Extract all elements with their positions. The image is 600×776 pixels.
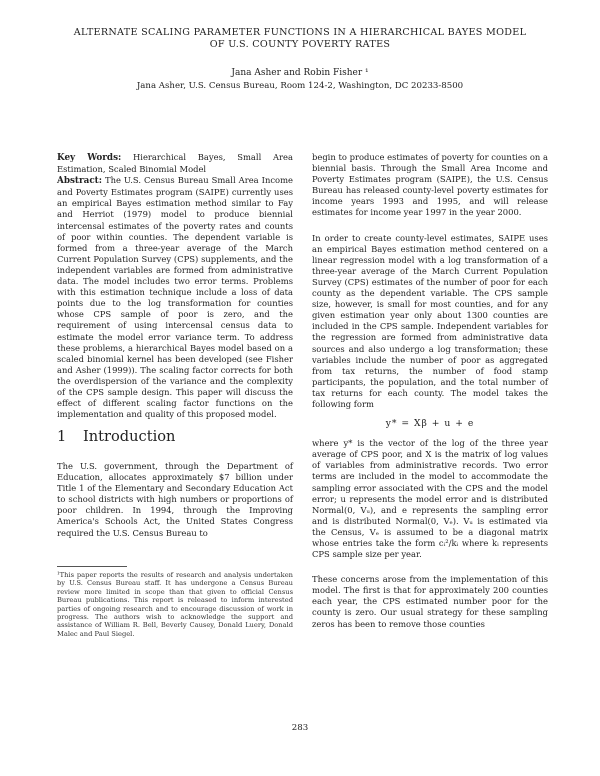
right-para-3: where y* is the vector of the log of the three year average of CPS poor, and X is the matrix of log values of variables from administrative records. Two error terms are included in the model to accommodate the sampling error associated with the CPS and the model error; u represents the model error and is distributed Normal(0, Vᵤ), and e represents the sampling error and is distributed Normal(0, Vₑ). Vᵤ is estimated via the Census, Vₑ is assumed to be a diagonal matrix whose entries take the form cᵢ²/kᵢ where kᵢ represents CPS sample size per year. — [312, 438, 548, 560]
page-number: 283 — [291, 723, 309, 733]
section-number: 1 — [57, 428, 67, 445]
abstract-text: The U.S. Census Bureau Small Area Income and Poverty Estimates program (SAIPE) currently uses an empirical Bayes estimation method similar to Fay and Herriot (1979) model to produce biennial intercensal estimates of the poverty rates and counts of poor within counties. The dependent variable is formed from a three-year average of the March Current Population Survey (CPS) supplements, and the independent variables are formed from administrative data. The model includes two error terms. Problems with this estimation technique include a loss of data points due to the log transformation for counties whose CPS sample of poor is zero, and the requirement of using intercensal census data to estimate the model error variance term. To address these problems, a hierarchical Bayes model based on a scaled binomial kernel has been developed (see Fisher and Asher (1999)). The scaling factor corrects for both the overdispersion of the variance and the complexity of the CPS sample design. This paper will discuss the effect of different scaling factor functions on the implementation and quality of this proposed model. — [57, 175, 293, 420]
footnote: ¹This paper reports the results of research and analysis undertaken by U.S. Census Bureau staff. It has undergone a Census Bureau review more limited in scope than that given to official Census Bureau publications. This report is released to inform interested parties of ongoing research and to encourage discussion of work in progress. The authors wish to acknowledge the support and assistance of William R. Bell, Beverly Causey, Donald Luery, Donald Malec and Paul Siegel. — [57, 571, 293, 638]
keywords-text: Hierarchical Bayes, Small Area Estimation, Scaled Binomial Model — [57, 152, 293, 175]
authors: Jana Asher and Robin Fisher ¹ — [231, 68, 369, 78]
keywords-label: Key Words: — [57, 153, 122, 163]
right-column — [312, 152, 548, 630]
abstract-label: Abstract: — [57, 176, 102, 187]
affiliation: Jana Asher, U.S. Census Bureau, Room 124-2, Washington, DC 20233-8500 — [136, 81, 464, 91]
footnote-rule — [57, 566, 127, 567]
model-equation: y* = Xβ + u + e — [385, 418, 475, 430]
title-line-2: OF U.S. COUNTY POVERTY RATES — [209, 39, 391, 50]
section-title: Introduction — [83, 428, 176, 445]
abstract — [57, 175, 293, 420]
right-para-1: begin to produce estimates of poverty for counties on a biennial basis. Through the Small Area Income and Poverty Estimates program (SAIPE), the U.S. Census Bureau has released county-level poverty estimates for income years 1993 and 1995, and will release estimates for income year 1997 in the year 2000. — [312, 152, 548, 218]
keywords — [57, 152, 293, 175]
left-column — [57, 152, 293, 420]
intro-paragraph: The U.S. government, through the Department of Education, allocates approximately $7 billion under Title 1 of the Elementary and Secondary Education Act to school districts with high numbers or proportions of poor children. In 1994, through the Improving America's Schools Act, the United States Congress required the U.S. Census Bureau to — [57, 461, 293, 538]
paper-title — [60, 27, 540, 51]
section-heading — [57, 428, 293, 446]
right-para-4: These concerns arose from the implementation of this model. The first is that for approximately 200 counties each year, the CPS estimated number poor for the county is zero. Our usual strategy for these sampling zeros has been to remove those counties — [312, 574, 548, 629]
right-para-2: In order to create county-level estimates, SAIPE uses an empirical Bayes estimation method centered on a linear regression model with a log transformation of a three-year average of the March Current Population Survey (CPS) estimates of the number of poor for each county as the dependent variable. The CPS sample size, however, is small for most counties, and for any given estimation year only about 1300 counties are included in the CPS sample. Independent variables for the regression are formed from administrative data sources and also undergo a log transformation; these variables include the number of poor as aggregated from tax returns, the number of food stamp participants, the population, and the total number of tax returns for each county. The model takes the following form — [312, 232, 548, 409]
title-line-1: ALTERNATE SCALING PARAMETER FUNCTIONS IN A HIERARCHICAL BAYES MODEL — [73, 27, 527, 38]
